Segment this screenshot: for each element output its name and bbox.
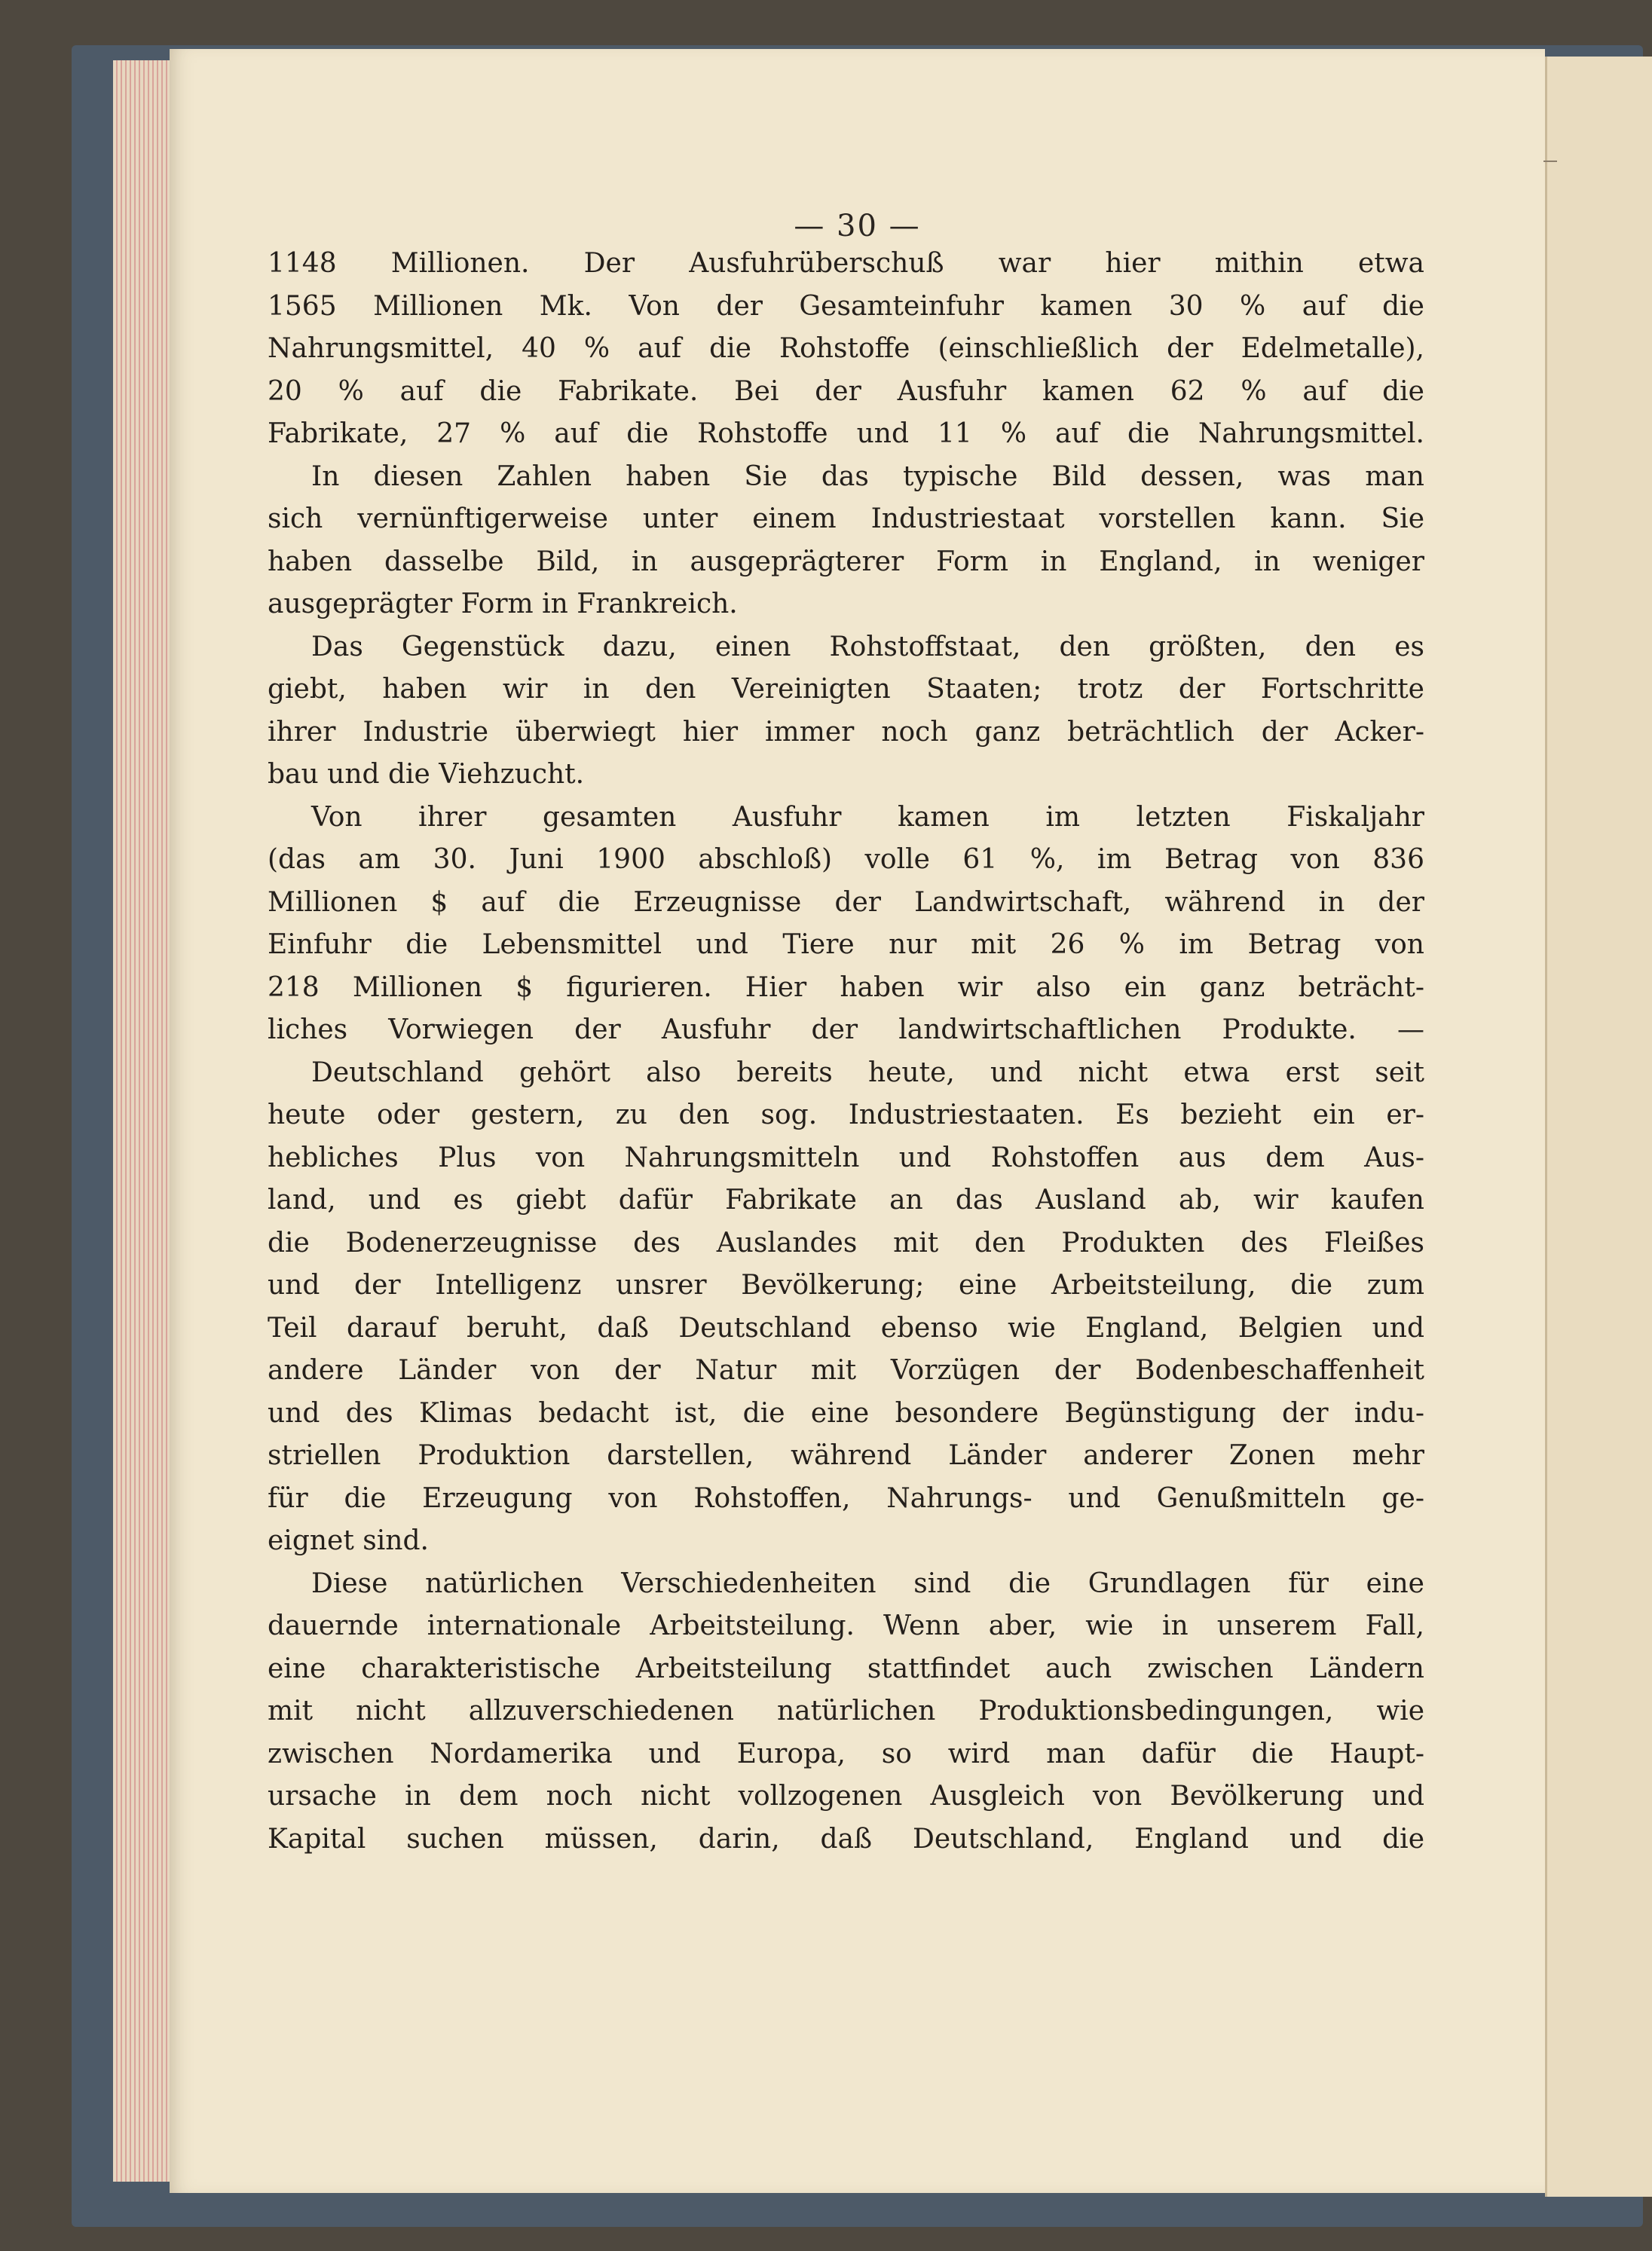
page-number: — 30 — <box>794 209 921 243</box>
text-line: und der Intelligenz unsrer Bevölkerung; eine Arbeitsteilung, die zum <box>268 1270 1424 1301</box>
text-line: sich vernünftigerweise unter einem Industriestaat vorstellen kann. Sie <box>268 503 1424 534</box>
text-line: 1565 Millionen Mk. Von der Gesamteinfuhr kamen 30 % auf die <box>268 290 1424 322</box>
body-text <box>268 243 1424 1861</box>
text-line: Fabrikate, 27 % auf die Rohstoffe und 11 % auf die Nahrungsmittel. <box>268 418 1424 449</box>
text-line: hebliches Plus von Nahrungsmitteln und Rohstoffen aus dem Aus- <box>268 1142 1424 1173</box>
text-line: striellen Produktion darstellen, während Länder anderer Zonen mehr <box>268 1440 1424 1471</box>
text-line: In diesen Zahlen haben Sie das typische Bild dessen, was man <box>311 460 1424 492</box>
text-line: 20 % auf die Fabrikate. Bei der Ausfuhr kamen 62 % auf die <box>268 375 1424 407</box>
text-line: Das Gegenstück dazu, einen Rohstoffstaat, den größten, den es <box>311 631 1424 662</box>
text-line: (das am 30. Juni 1900 abschloß) volle 61 %, im Betrag von 836 <box>268 844 1424 875</box>
text-line: für die Erzeugung von Rohstoffen, Nahrungs- und Genußmitteln ge- <box>268 1482 1424 1514</box>
text-line: ihrer Industrie überwiegt hier immer noch ganz beträchtlich der Acker- <box>268 716 1424 748</box>
text-line: Millionen $ auf die Erzeugnisse der Landwirtschaft, während in der <box>268 886 1424 918</box>
text-line: liches Vorwiegen der Ausfuhr der landwirtschaftlichen Produkte. — <box>268 1014 1424 1045</box>
text-line: Diese natürlichen Verschiedenheiten sind die Grundlagen für eine <box>311 1567 1424 1599</box>
text-line: heute oder gestern, zu den sog. Industriestaaten. Es bezieht ein er- <box>268 1100 1424 1130</box>
text-line: ausgeprägter Form in Frankreich. <box>268 589 738 619</box>
text-line: 1148 Millionen. Der Ausfuhrüberschuß war hier mithin etwa <box>268 248 1424 279</box>
text-line: land, und es giebt dafür Fabrikate an das Ausland ab, wir kaufen <box>268 1185 1424 1216</box>
text-line: dauernde internationale Arbeitsteilung. Wenn aber, wie in unserem Fall, <box>268 1610 1424 1641</box>
text-line: Kapital suchen müssen, darin, daß Deutschland, England und die <box>268 1823 1424 1855</box>
text-line: eine charakteristische Arbeitsteilung stattfindet auch zwischen Ländern <box>268 1653 1424 1684</box>
text-line: giebt, haben wir in den Vereinigten Staaten; trotz der Fortschritte <box>268 674 1424 705</box>
text-line: andere Länder von der Natur mit Vorzügen der Bodenbeschaffenheit <box>268 1355 1424 1386</box>
text-line: mit nicht allzuverschiedenen natürlichen Produktionsbedingungen, wie <box>268 1696 1424 1726</box>
adjacent-page-edge <box>1545 57 1652 2197</box>
text-line: 218 Millionen $ figurieren. Hier haben wir also ein ganz beträcht- <box>268 971 1424 1003</box>
text-line: Nahrungsmittel, 40 % auf die Rohstoffe (einschließlich der Edelmetalle), <box>268 333 1424 364</box>
text-line: Deutschland gehört also bereits heute, und nicht etwa erst seit <box>311 1057 1424 1088</box>
text-line: die Bodenerzeugnisse des Auslandes mit den Produkten des Fleißes <box>268 1227 1424 1259</box>
text-line: und des Klimas bedacht ist, die eine besondere Begünstigung der indu- <box>268 1397 1424 1429</box>
text-line: Einfuhr die Lebensmittel und Tiere nur mit 26 % im Betrag von <box>268 929 1424 960</box>
margin-mark <box>1543 161 1557 162</box>
text-line: Teil darauf beruht, daß Deutschland ebenso wie England, Belgien und <box>268 1312 1424 1344</box>
text-line: ursache in dem noch nicht vollzogenen Ausgleich von Bevölkerung und <box>268 1781 1424 1812</box>
text-line: bau und die Viehzucht. <box>268 759 585 790</box>
text-line: eignet sind. <box>268 1525 429 1556</box>
text-line: haben dasselbe Bild, in ausgeprägterer Form in England, in weniger <box>268 546 1424 577</box>
text-line: zwischen Nordamerika und Europa, so wird man dafür die Haupt- <box>268 1738 1424 1769</box>
text-line: Von ihrer gesamten Ausfuhr kamen im letzten Fiskaljahr <box>311 801 1424 833</box>
